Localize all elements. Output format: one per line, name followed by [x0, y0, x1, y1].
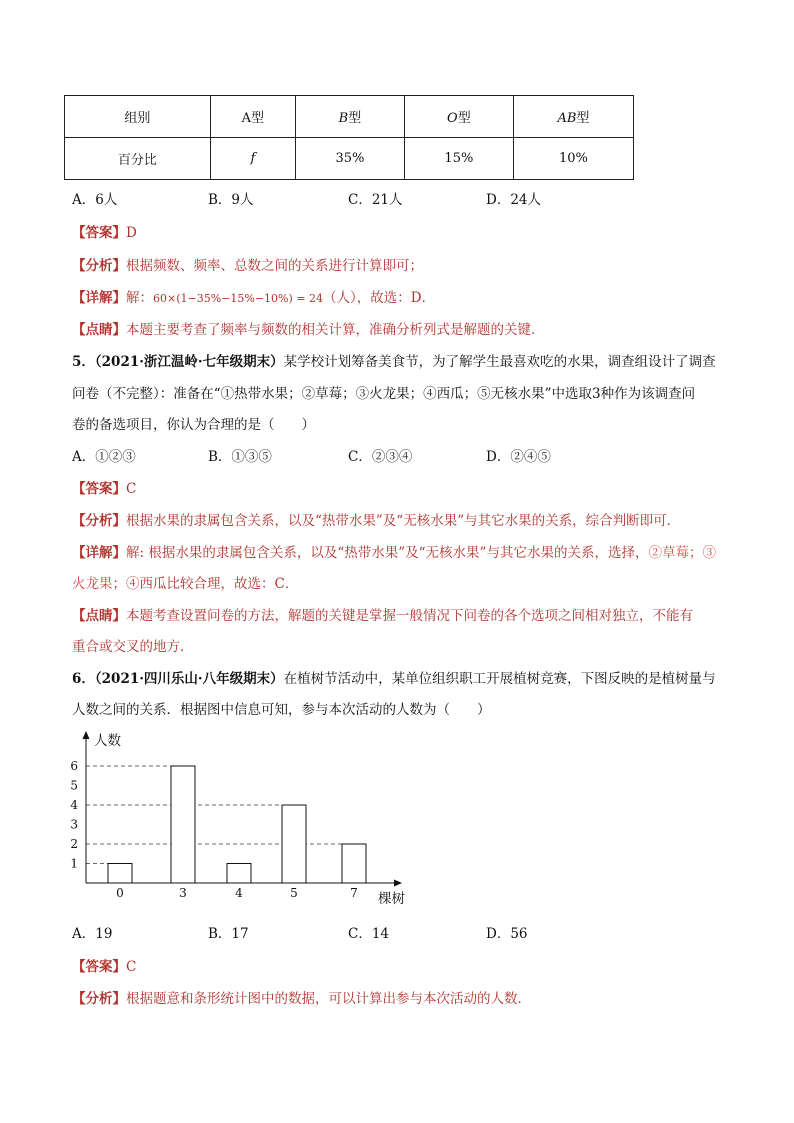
q5-stem-line3: 卷的备选项目，你认为合理的是（ ）	[72, 417, 315, 433]
y-tick-label: 6	[70, 759, 78, 773]
x-tick-label: 3	[179, 886, 187, 900]
x-tick-label: 7	[350, 886, 358, 900]
q5-option-c: C．②③④	[348, 449, 413, 465]
bar	[227, 864, 251, 884]
table-header-cell: 组别	[65, 96, 211, 138]
q5-comment: 【点睛】本题考查设置问卷的方法，解题的关键是掌握一般情况下问卷的各个选项之间相对独立，不能有	[72, 608, 693, 624]
bar	[282, 805, 306, 883]
x-tick-label: 0	[116, 886, 124, 900]
x-axis-label: 棵树	[378, 891, 405, 907]
bar	[171, 766, 195, 883]
q6-option-b: B．17	[208, 926, 249, 942]
table-header-cell: B型	[295, 96, 404, 138]
q6-analysis: 【分析】根据题意和条形统计图中的数据，可以计算出参与本次活动的人数．	[72, 991, 531, 1007]
q4-detail: 【详解】解：60×(1−35%−15%−10%) = 24（人），故选：D．	[72, 290, 436, 306]
q5-option-b: B．①③⑤	[208, 449, 272, 465]
q6-stem: 6．（2021·四川乐山·八年级期末）在植树节活动中，某单位组织职工开展植树竞赛，下图反映的是植树量与	[72, 671, 716, 687]
q4-option-d: D．24人	[486, 192, 542, 208]
q6-answer: 【答案】C	[72, 959, 137, 975]
y-tick-label: 5	[70, 778, 78, 793]
y-tick-label: 3	[70, 817, 78, 832]
y-tick-label: 1	[70, 856, 78, 871]
q5-answer: 【答案】C	[72, 481, 137, 497]
x-axis-arrow	[394, 880, 402, 887]
q6-option-a: A．19	[72, 926, 113, 942]
table-header-cell: A型	[210, 96, 295, 138]
blood-type-table	[64, 95, 634, 180]
q5-option-d: D．②④⑤	[486, 449, 551, 465]
q4-comment: 【点睛】本题主要考查了频率与频数的相关计算，准确分析列式是解题的关键．	[72, 322, 545, 338]
q6-option-c: C．14	[348, 926, 390, 942]
bar	[342, 844, 366, 883]
q5-stem: 5．（2021·浙江温岭·七年级期末）某学校计划筹备美食节，为了解学生最喜欢吃的水果，调查组设计了调查	[72, 354, 716, 370]
q6-stem-line2: 人数之间的关系．根据图中信息可知，参与本次活动的人数为（ ）	[72, 702, 491, 718]
y-tick-label: 4	[70, 798, 78, 812]
y-tick-label: 2	[70, 837, 78, 851]
table-cell: 35%	[295, 138, 404, 180]
table-header-row	[65, 96, 634, 138]
x-tick-label: 4	[235, 886, 243, 900]
table-row-label: 百分比	[65, 138, 211, 180]
table-row	[65, 138, 634, 180]
q4-answer: 【答案】D	[72, 225, 137, 241]
bar	[108, 864, 132, 884]
table-header-cell: AB型	[513, 96, 633, 138]
table-header-cell: O型	[404, 96, 513, 138]
q6-option-d: D．56	[486, 926, 528, 942]
q4-option-c: C．21人	[348, 192, 403, 208]
y-axis-arrow	[83, 731, 90, 739]
q5-comment-line2: 重合或交叉的地方．	[72, 639, 194, 655]
q5-detail: 【详解】解: 根据水果的隶属包含关系，以及“热带水果”及“无核水果”与其它水果的关系，选择，②草莓；③	[72, 545, 716, 561]
q4-analysis: 【分析】根据频数、频率、总数之间的关系进行计算即可；	[72, 258, 423, 274]
q5-option-a: A．①②③	[72, 449, 136, 465]
q5-analysis: 【分析】根据水果的隶属包含关系，以及“热带水果”及“无核水果”与其它水果的关系，综合判断即可．	[72, 513, 681, 529]
table-cell: f	[210, 138, 295, 180]
table-cell: 10%	[513, 138, 633, 180]
q5-detail-line2: 火龙果；④西瓜比较合理，故选：C．	[72, 576, 299, 592]
tree-planting-bar-chart	[60, 725, 420, 910]
q5-stem-line2: 问卷（不完整）：准备在“①热带水果；②草莓；③火龙果；④西瓜；⑤无核水果”中选取3种作为该调查问	[72, 386, 696, 402]
y-axis-label: 人数	[94, 733, 121, 749]
q4-option-b: B．9人	[208, 192, 254, 208]
x-tick-label: 5	[290, 886, 298, 900]
table-cell: 15%	[404, 138, 513, 180]
q4-option-a: A．6人	[72, 192, 118, 208]
